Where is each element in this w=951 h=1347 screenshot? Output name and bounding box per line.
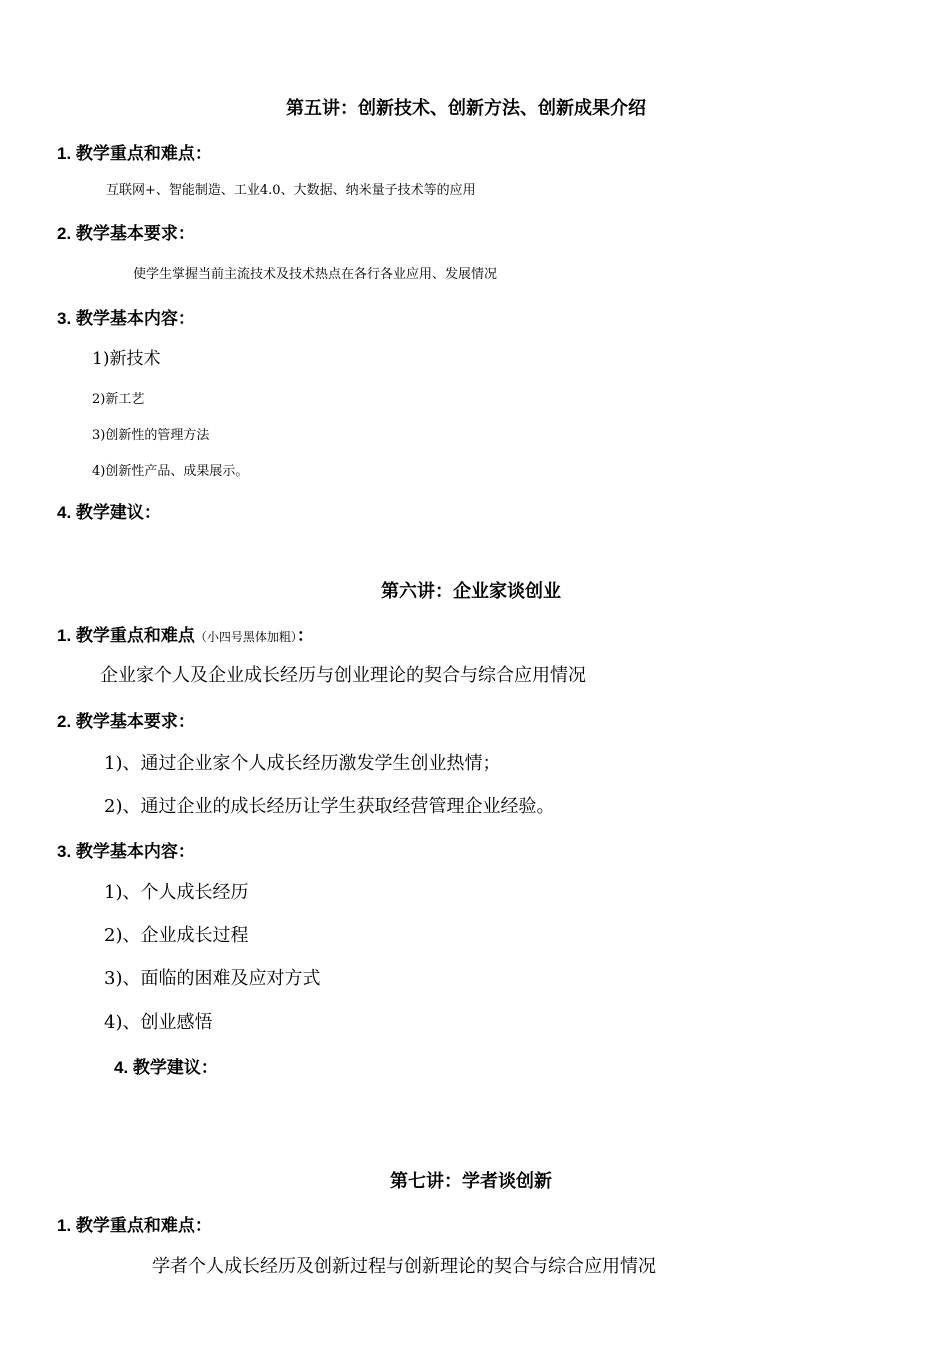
lecture5-content-item-1: 1)新技术 xyxy=(92,349,161,369)
lecture6-requirement-item-1: 1)、通过企业家个人成长经历激发学生创业热情； xyxy=(104,753,501,774)
lecture5-section2-text: 使学生掌握当前主流技术及技术热点在各行各业应用、发展情况 xyxy=(133,267,498,282)
lecture7-section1-heading: 1. 教学重点和难点： xyxy=(57,1216,212,1235)
lecture6-content-item-2: 2)、企业成长过程 xyxy=(104,925,249,946)
lecture5-section2-heading: 2. 教学基本要求： xyxy=(57,224,195,243)
lecture6-section1-heading-text: 1. 教学重点和难点 xyxy=(57,626,195,645)
lecture7-title: 第七讲：学者谈创新 xyxy=(390,1171,552,1191)
lecture6-section1-text: 企业家个人及企业成长经历与创业理论的契合与综合应用情况 xyxy=(100,665,586,686)
lecture6-requirement-item-2: 2)、通过企业的成长经历让学生获取经营管理企业经验。 xyxy=(104,796,555,817)
lecture6-content-item-3: 3)、面临的困难及应对方式 xyxy=(104,968,321,989)
lecture6-section4-heading: 4. 教学建议： xyxy=(114,1058,218,1077)
lecture5-title: 第五讲：创新技术、创新方法、创新成果介绍 xyxy=(286,98,646,118)
lecture6-section1-format-note: （小四号黑体加粗） xyxy=(194,630,297,644)
lecture5-section1-text: 互联网+、智能制造、工业4.0、大数据、纳米量子技术等的应用 xyxy=(106,183,476,198)
lecture6-section3-heading: 3. 教学基本内容： xyxy=(57,842,195,861)
lecture6-section1-heading xyxy=(57,621,314,646)
lecture6-content-item-4: 4)、创业感悟 xyxy=(104,1012,213,1033)
lecture5-section4-heading: 4. 教学建议： xyxy=(57,503,161,522)
lecture5-content-item-4: 4)创新性产品、成果展示。 xyxy=(92,464,249,479)
lecture5-section1-heading: 1. 教学重点和难点： xyxy=(57,144,212,163)
lecture5-content-item-3: 3)创新性的管理方法 xyxy=(92,428,210,443)
lecture5-content-item-2: 2)新工艺 xyxy=(92,392,145,407)
lecture6-section1-colon: ： xyxy=(296,626,314,645)
lecture7-section1-text: 学者个人成长经历及创新过程与创新理论的契合与综合应用情况 xyxy=(152,1256,656,1277)
lecture5-section3-heading: 3. 教学基本内容： xyxy=(57,309,195,328)
lecture6-section2-heading: 2. 教学基本要求： xyxy=(57,712,195,731)
lecture6-content-item-1: 1)、个人成长经历 xyxy=(104,882,249,903)
lecture6-title: 第六讲：企业家谈创业 xyxy=(381,581,561,601)
